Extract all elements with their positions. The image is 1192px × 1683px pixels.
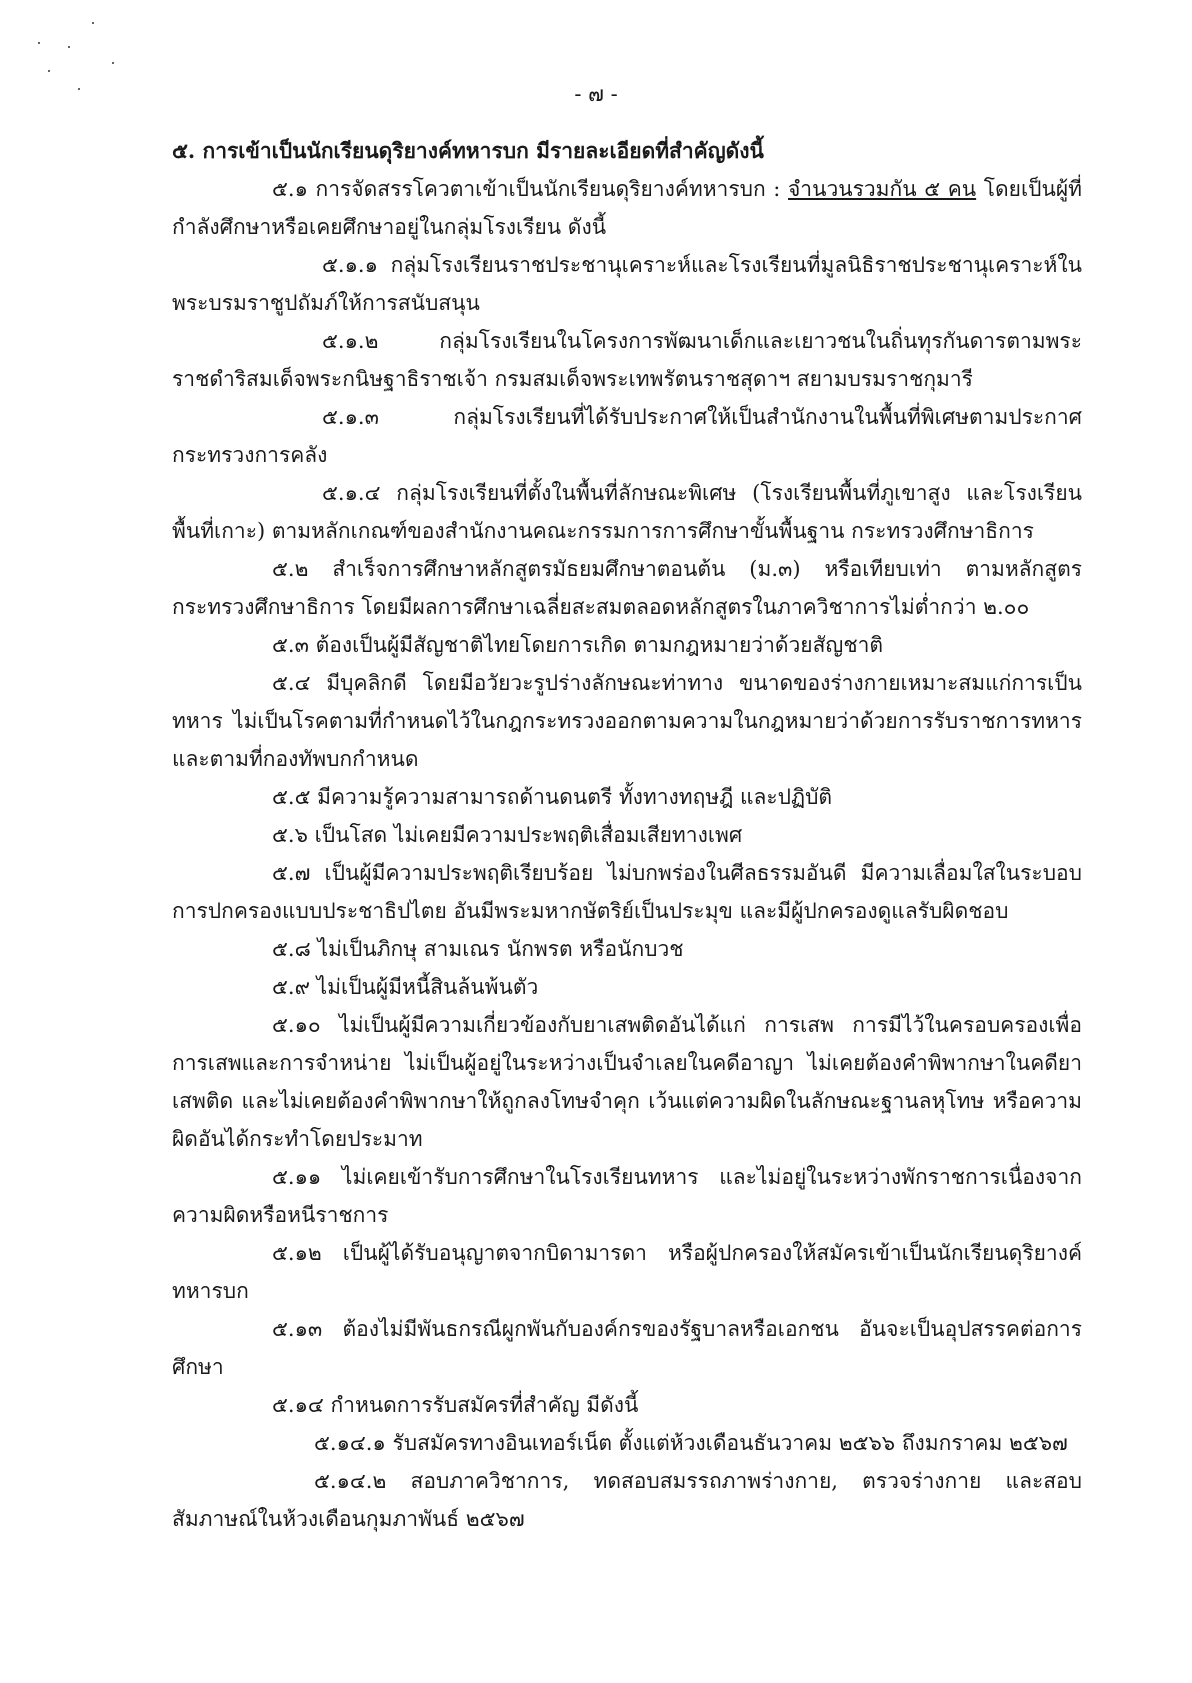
section-heading: ๕. การเข้าเป็นนักเรียนดุริยางค์ทหารบก มีรายละเอียดที่สำคัญดังนี้ <box>172 138 764 163</box>
clause-5-1 <box>172 170 1082 246</box>
scan-speck <box>48 70 50 72</box>
clause-5-1-2: ๕.๑.๒ กลุ่มโรงเรียนในโครงการพัฒนาเด็กและเยาวชนในถิ่นทุรกันดารตามพระราชดำริสมเด็จพระกนิษฐาธิราชเจ้า กรมสมเด็จพระเทพรัตนราชสุดาฯ สยามบรมราชกุมารี <box>172 329 1082 391</box>
clause-5-14-2: ๕.๑๔.๒ สอบภาควิชาการ, ทดสอบสมรรถภาพร่างกาย, ตรวจร่างกาย และสอบสัมภาษณ์ในห้วงเดือนกุมภาพันธ์ ๒๕๖๗ <box>172 1469 1082 1531</box>
clause-5-11: ๕.๑๑ ไม่เคยเข้ารับการศึกษาในโรงเรียนทหาร และไม่อยู่ในระหว่างพักราชการเนื่องจากความผิดหรือหนีราชการ <box>172 1165 1082 1227</box>
clause-5-4: ๕.๔ มีบุคลิกดี โดยมีอวัยวะรูปร่างลักษณะท่าทาง ขนาดของร่างกายเหมาะสมแก่การเป็นทหาร ไม่เป็นโรคตามที่กำหนดไว้ในกฎกระทรวงออกตามความในกฎหมายว่าด้วยการรับราชการทหาร และตามที่กองทัพบกกำหนด <box>172 671 1082 771</box>
scan-speck <box>92 22 94 24</box>
clause-5-1-tail: โดยเป็นผู้ที่กำลังศึกษาหรือเคยศึกษาอยู่ในกลุ่มโรงเรียน ดังนี้ <box>172 177 1082 239</box>
clause-5-1-3: ๕.๑.๓ กลุ่มโรงเรียนที่ได้รับประกาศให้เป็นสำนักงานในพื้นที่พิเศษตามประกาศกระทรวงการคลัง <box>172 405 1082 467</box>
clause-5-9: ๕.๙ ไม่เป็นผู้มีหนี้สินล้นพ้นตัว <box>272 975 539 999</box>
clause-5-6: ๕.๖ เป็นโสด ไม่เคยมีความประพฤติเสื่อมเสียทางเพศ <box>272 823 743 847</box>
scan-speck <box>38 42 40 44</box>
quota-underlined: จำนวนรวมกัน ๕ คน <box>788 177 977 201</box>
clause-5-1-1: ๕.๑.๑ กลุ่มโรงเรียนราชประชานุเคราะห์และโรงเรียนที่มูลนิธิราชประชานุเคราะห์ในพระบรมราชูปถัมภ์ให้การสนับสนุน <box>172 253 1082 315</box>
page-number: - ๗ - <box>574 82 618 106</box>
clause-5-7: ๕.๗ เป็นผู้มีความประพฤติเรียบร้อย ไม่บกพร่องในศีลธรรมอันดี มีความเลื่อมใสในระบอบการปกครองแบบประชาธิปไตย อันมีพระมหากษัตริย์เป็นประมุข และมีผู้ปกครองดูแลรับผิดชอบ <box>172 861 1082 923</box>
clause-5-2: ๕.๒ สำเร็จการศึกษาหลักสูตรมัธยมศึกษาตอนต้น (ม.๓) หรือเทียบเท่า ตามหลักสูตรกระทรวงศึกษาธิการ โดยมีผลการศึกษาเฉลี่ยสะสมตลอดหลักสูตรในภาควิชาการไม่ต่ำกว่า ๒.๐๐ <box>172 557 1082 619</box>
clause-5-10: ๕.๑๐ ไม่เป็นผู้มีความเกี่ยวข้องกับยาเสพติดอันได้แก่ การเสพ การมีไว้ในครอบครองเพื่อการเสพและการจำหน่าย ไม่เป็นผู้อยู่ในระหว่างเป็นจำเลยในคดีอาญา ไม่เคยต้องคำพิพากษาในคดียาเสพติด และไม่เคยต้องคำพิพากษาให้ถูกลงโทษจำคุก เว้นแต่ความผิดในลักษณะฐานลหุโทษ หรือความผิดอันได้กระทำโดยประมาท <box>172 1013 1082 1151</box>
scan-speck <box>112 62 114 64</box>
scan-speck <box>68 46 70 48</box>
clause-5-8: ๕.๘ ไม่เป็นภิกษุ สามเณร นักพรต หรือนักบวช <box>272 937 684 961</box>
clause-5-5: ๕.๕ มีความรู้ความสามารถด้านดนตรี ทั้งทางทฤษฎี และปฏิบัติ <box>272 785 833 809</box>
clause-5-14-1: ๕.๑๔.๑ รับสมัครทางอินเทอร์เน็ต ตั้งแต่ห้วงเดือนธันวาคม ๒๕๖๖ ถึงมกราคม ๒๕๖๗ <box>314 1431 1068 1455</box>
clause-5-14: ๕.๑๔ กำหนดการรับสมัครที่สำคัญ มีดังนี้ <box>272 1393 639 1417</box>
clause-5-3: ๕.๓ ต้องเป็นผู้มีสัญชาติไทยโดยการเกิด ตามกฎหมายว่าด้วยสัญชาติ <box>272 633 884 657</box>
document-body <box>172 132 1082 1538</box>
clause-5-12: ๕.๑๒ เป็นผู้ได้รับอนุญาตจากบิดามารดา หรือผู้ปกครองให้สมัครเข้าเป็นนักเรียนดุริยางค์ทหารบก <box>172 1241 1082 1303</box>
clause-5-1-text: ๕.๑ การจัดสรรโควตาเข้าเป็นนักเรียนดุริยางค์ทหารบก : <box>272 177 788 201</box>
clause-5-13: ๕.๑๓ ต้องไม่มีพันธกรณีผูกพันกับองค์กรของรัฐบาลหรือเอกชน อันจะเป็นอุปสรรคต่อการศึกษา <box>172 1317 1082 1379</box>
clause-5-1-4: ๕.๑.๔ กลุ่มโรงเรียนที่ตั้งในพื้นที่ลักษณะพิเศษ (โรงเรียนพื้นที่ภูเขาสูง และโรงเรียนพื้นที่เกาะ) ตามหลักเกณฑ์ของสำนักงานคณะกรรมการการศึกษาขั้นพื้นฐาน กระทรวงศึกษาธิการ <box>172 481 1082 543</box>
